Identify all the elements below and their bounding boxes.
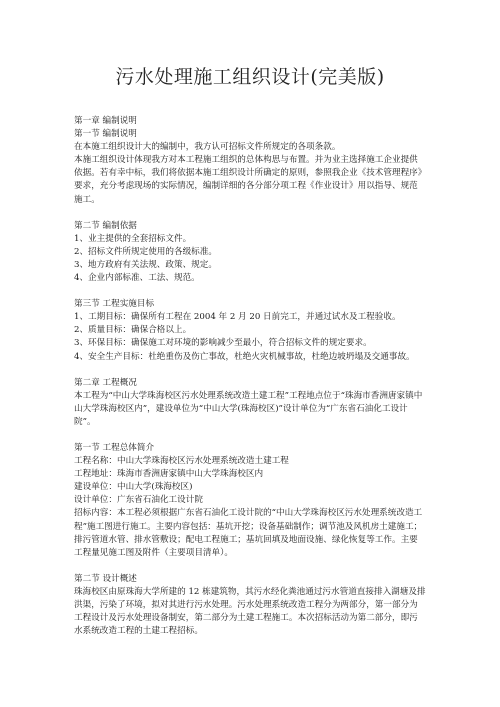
section-design-heading: 第二节 设计概述 [74,573,137,584]
project-info-line: 工程地址：珠海市香洲唐家镇中山大学珠海校区内 [74,469,264,480]
list-item: 3、地方政府有关法规、政策、规定。 [74,259,217,270]
chapter-2-intro: 本工程为“中山大学珠海校区污水处理系统改造土建工程”工程地点位于“珠海市香洲唐家镇中山大学珠海校区内”，建设单位为“中山大学(珠海校区)”设计单位为“广东省石油化工设计院”。 [74,390,423,427]
list-item: 2、招标文件所规定使用的各级标准。 [74,246,217,257]
project-info-line: 建设单位：中山大学(珠海校区) [74,482,193,493]
design-paragraph: 珠海校区由原珠海大学所建的 12 栋建筑物，其污水经化粪池通过污水管道直接排入湖塘及排洪渠，污染了环境，拟对其进行污水处理。污水处理系统改造工程分为两部分，第一部分为工程设计及污水处理设备制安，第二部分为土建工程施工。本次招标活动为第二部分，即污水系统改造工程的土建工程招标。 [74,586,426,637]
list-item: 2、质量目标：确保合格以上。 [74,325,192,336]
project-info-line: 设计单位：广东省石油化工设计院 [74,495,203,506]
list-item: 1、工期目标：确保所有工程在 2004 年 2 月 20 日前完工，并通过试水及工程验收。 [74,312,401,323]
section-3-heading: 第三节 工程实施目标 [74,299,155,310]
list-item: 1、业主提供的全套招标文件。 [74,233,192,244]
chapter-2-heading: 第二章 工程概况 [74,377,137,388]
project-info-line: 工程名称：中山大学珠海校区污水处理系统改造土建工程 [74,456,289,467]
list-item: 3、环保目标：确保施工对环境的影响减少至最小，符合招标文件的规定要求。 [74,338,372,349]
chapter-1-heading: 第一章 编制说明 [74,116,137,126]
bid-scope-paragraph: 招标内容：本工程必须根据广东省石油化工设计院的“中山大学珠海校区污水处理系统改造工程”施工图进行施工。主要内容包括：基坑开挖；设备基础制作；调节池及风机房土建施工；排污管道水管、排水管敷设；配电工程施工；基坑回填及地面设施、绿化恢复等工作。主要工程量见施工图及附件（主要项目清单）。 [74,508,423,558]
section-overview-heading: 第一节 工程总体简介 [74,442,155,453]
section-1-paragraph: 在本施工组织设计大的编制中，我方认可招标文件所规定的各项条款。 [74,142,341,153]
section-1-paragraph: 本施工组织设计体现我方对本工程施工组织的总体构思与布置。并为业主选择施工企业提供依据。若有幸中标，我们将依据本施工组织设计所确定的原则，参照我企业《技术管理程序》要求，充分考虑现场的实际情况，编制详细的各分部分项工程《作业设计》用以指导、规范施工。 [74,155,423,205]
document-title: 污水处理施工组织设计(完美版) [115,66,385,88]
section-1-heading: 第一节 编制说明 [74,129,137,140]
section-2-heading: 第二节 编制依据 [74,220,137,231]
list-item: 4、安全生产目标：杜绝重伤及伤亡事故，杜绝火灾机械事故，杜绝边坡坍塌及交通事故。 [74,351,415,362]
list-item: 4、企业内部标准、工法、规范。 [74,273,200,284]
document-body [74,115,426,638]
